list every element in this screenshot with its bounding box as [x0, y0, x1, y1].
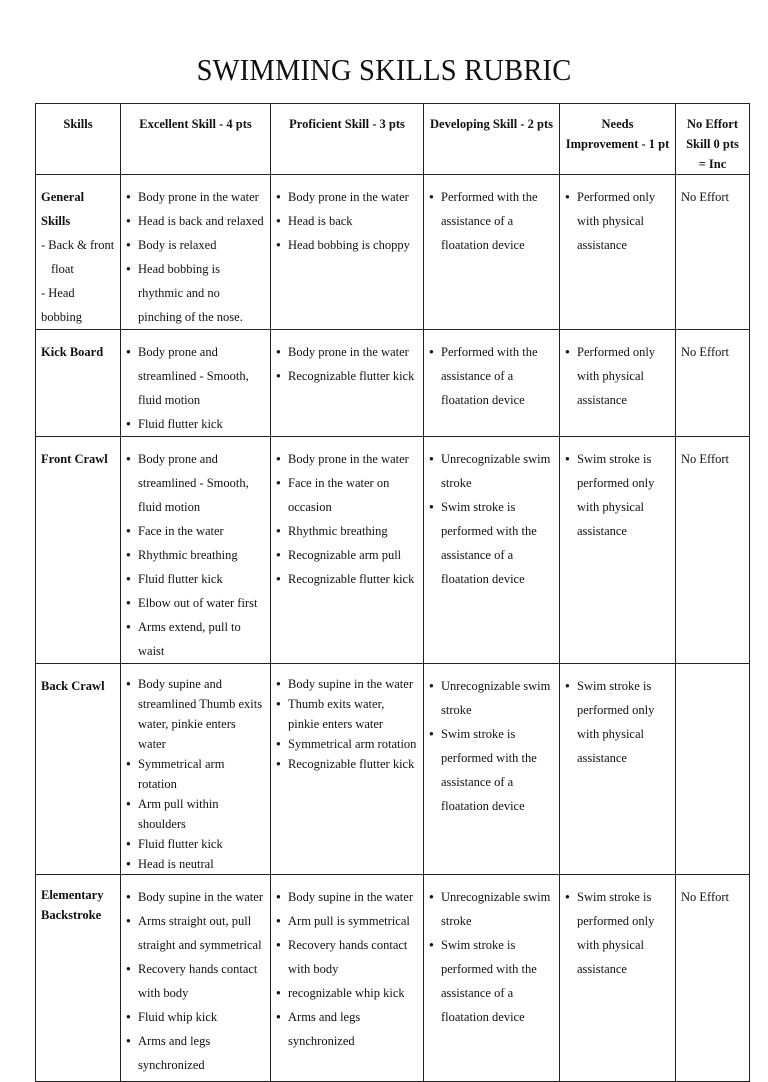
list-item: ● Swim stroke is performed only with physical assistance [565, 885, 670, 981]
no-effort-text: No Effort [681, 345, 730, 359]
list-item: ● Head is back and relaxed [126, 209, 265, 233]
header-developing: Developing Skill - 2 pts [424, 104, 560, 175]
developing-cell [424, 875, 560, 1082]
list-item: ● Face in the water on occasion [276, 471, 418, 519]
list-item: ● Swim stroke is performed only with physical assistance [565, 674, 670, 770]
header-proficient: Proficient Skill - 3 pts [271, 104, 424, 175]
skill-sub: - Back & front [41, 238, 115, 252]
list-item: ● Arms straight out, pull straight and symmetrical [126, 909, 265, 957]
proficient-cell [271, 437, 424, 664]
table-row [36, 875, 750, 1082]
list-item: ● Swim stroke is performed with the assistance of a floatation device [429, 933, 554, 1029]
list-item: ● Body supine and streamlined Thumb exits water, pinkie enters water [126, 674, 265, 754]
skill-name: Elementary Backstroke [41, 888, 104, 922]
list-item: ● Body prone in the water [126, 185, 265, 209]
list-item: ● Swim stroke is performed with the assistance of a floatation device [429, 495, 554, 591]
list-item: ● Arms and legs synchronized [276, 1005, 418, 1053]
skill-sub: float [51, 262, 74, 276]
developing-cell [424, 175, 560, 330]
list-item: ● Arms extend, pull to waist [126, 615, 265, 663]
list-item: ● Fluid flutter kick [126, 834, 265, 854]
list-item: ● Performed with the assistance of a floatation device [429, 185, 554, 257]
list-item: ● Thumb exits water, pinkie enters water [276, 694, 418, 734]
list-item: ● Head bobbing is rhythmic and no pinching of the nose. [126, 257, 265, 329]
skill-sub: - Head bobbing [41, 286, 82, 324]
list-item: ● Arm pull within shoulders [126, 794, 265, 834]
list-item: ● Body supine in the water [126, 885, 265, 909]
list-item: ● Swim stroke is performed only with physical assistance [565, 447, 670, 543]
list-item: ● Recognizable flutter kick [276, 567, 418, 591]
list-item: ● Elbow out of water first [126, 591, 265, 615]
needs-cell [560, 437, 676, 664]
list-item: ● Body prone and streamlined - Smooth, fluid motion [126, 447, 265, 519]
no-effort-cell [676, 437, 750, 664]
list-item: ● Performed only with physical assistance [565, 185, 670, 257]
list-item: ● Body prone in the water [276, 447, 418, 471]
list-item: ● Body is relaxed [126, 233, 265, 257]
skill-cell [36, 330, 121, 437]
list-item: ● Body supine in the water [276, 674, 418, 694]
list-item: ● Arm pull is symmetrical [276, 909, 418, 933]
proficient-cell [271, 330, 424, 437]
table-row [36, 175, 750, 330]
list-item: ● Body prone in the water [276, 185, 418, 209]
list-item: ● Body prone and streamlined - Smooth, fluid motion [126, 340, 265, 412]
no-effort-text: No Effort [681, 890, 730, 904]
proficient-cell [271, 664, 424, 875]
list-item: ● Symmetrical arm rotation [276, 734, 418, 754]
excellent-cell [121, 664, 271, 875]
table-row [36, 330, 750, 437]
list-item: ● Unrecognizable swim stroke [429, 447, 554, 495]
list-item: ● Head bobbing is choppy [276, 233, 418, 257]
table-row [36, 437, 750, 664]
list-item: ● Rhythmic breathing [276, 519, 418, 543]
list-item: ● Recovery hands contact with body [126, 957, 265, 1005]
skill-name: Kick Board [41, 345, 104, 359]
list-item: ● Unrecognizable swim stroke [429, 674, 554, 722]
excellent-cell [121, 175, 271, 330]
list-item: ● Head is neutral [126, 854, 265, 874]
no-effort-cell [676, 330, 750, 437]
rubric-table [35, 103, 750, 1082]
no-effort-cell [676, 175, 750, 330]
excellent-cell [121, 437, 271, 664]
page-title: SWIMMING SKILLS RUBRIC [196, 52, 572, 87]
list-item: ● Fluid flutter kick [126, 412, 265, 436]
table-row [36, 664, 750, 875]
header-row [36, 104, 750, 175]
developing-cell [424, 330, 560, 437]
proficient-cell [271, 875, 424, 1082]
needs-cell [560, 175, 676, 330]
skill-cell [36, 175, 121, 330]
list-item: ● Body prone in the water [276, 340, 418, 364]
list-item: ● Face in the water [126, 519, 265, 543]
list-item: ● Recognizable flutter kick [276, 754, 418, 774]
header-skills: Skills [36, 104, 121, 175]
skill-name: Front Crawl [41, 452, 108, 466]
header-no-effort: No Effort Skill 0 pts = Inc [676, 104, 750, 175]
list-item: ● Performed with the assistance of a floatation device [429, 340, 554, 412]
list-item: ● Recognizable flutter kick [276, 364, 418, 388]
needs-cell [560, 875, 676, 1082]
skill-cell [36, 875, 121, 1082]
no-effort-cell [676, 875, 750, 1082]
list-item: ● Body supine in the water [276, 885, 418, 909]
list-item: ● Recognizable arm pull [276, 543, 418, 567]
list-item: ● Swim stroke is performed with the assistance of a floatation device [429, 722, 554, 818]
list-item: ● Recovery hands contact with body [276, 933, 418, 981]
skill-cell [36, 437, 121, 664]
header-needs-improvement: Needs Improvement - 1 pt [560, 104, 676, 175]
excellent-cell [121, 875, 271, 1082]
needs-cell [560, 664, 676, 875]
list-item: ● Arms and legs synchronized [126, 1029, 265, 1077]
skill-name: General Skills [41, 190, 85, 228]
skill-name: Back Crawl [41, 679, 105, 693]
header-excellent: Excellent Skill - 4 pts [121, 104, 271, 175]
no-effort-text: No Effort [681, 452, 730, 466]
list-item: ● Unrecognizable swim stroke [429, 885, 554, 933]
list-item: ● recognizable whip kick [276, 981, 418, 1005]
excellent-cell [121, 330, 271, 437]
list-item: ● Fluid whip kick [126, 1005, 265, 1029]
developing-cell [424, 664, 560, 875]
no-effort-cell [676, 664, 750, 875]
list-item: ● Rhythmic breathing [126, 543, 265, 567]
proficient-cell [271, 175, 424, 330]
list-item: ● Fluid flutter kick [126, 567, 265, 591]
list-item: ● Head is back [276, 209, 418, 233]
developing-cell [424, 437, 560, 664]
needs-cell [560, 330, 676, 437]
list-item: ● Symmetrical arm rotation [126, 754, 265, 794]
list-item: ● Performed only with physical assistance [565, 340, 670, 412]
no-effort-text: No Effort [681, 190, 730, 204]
skill-cell [36, 664, 121, 875]
